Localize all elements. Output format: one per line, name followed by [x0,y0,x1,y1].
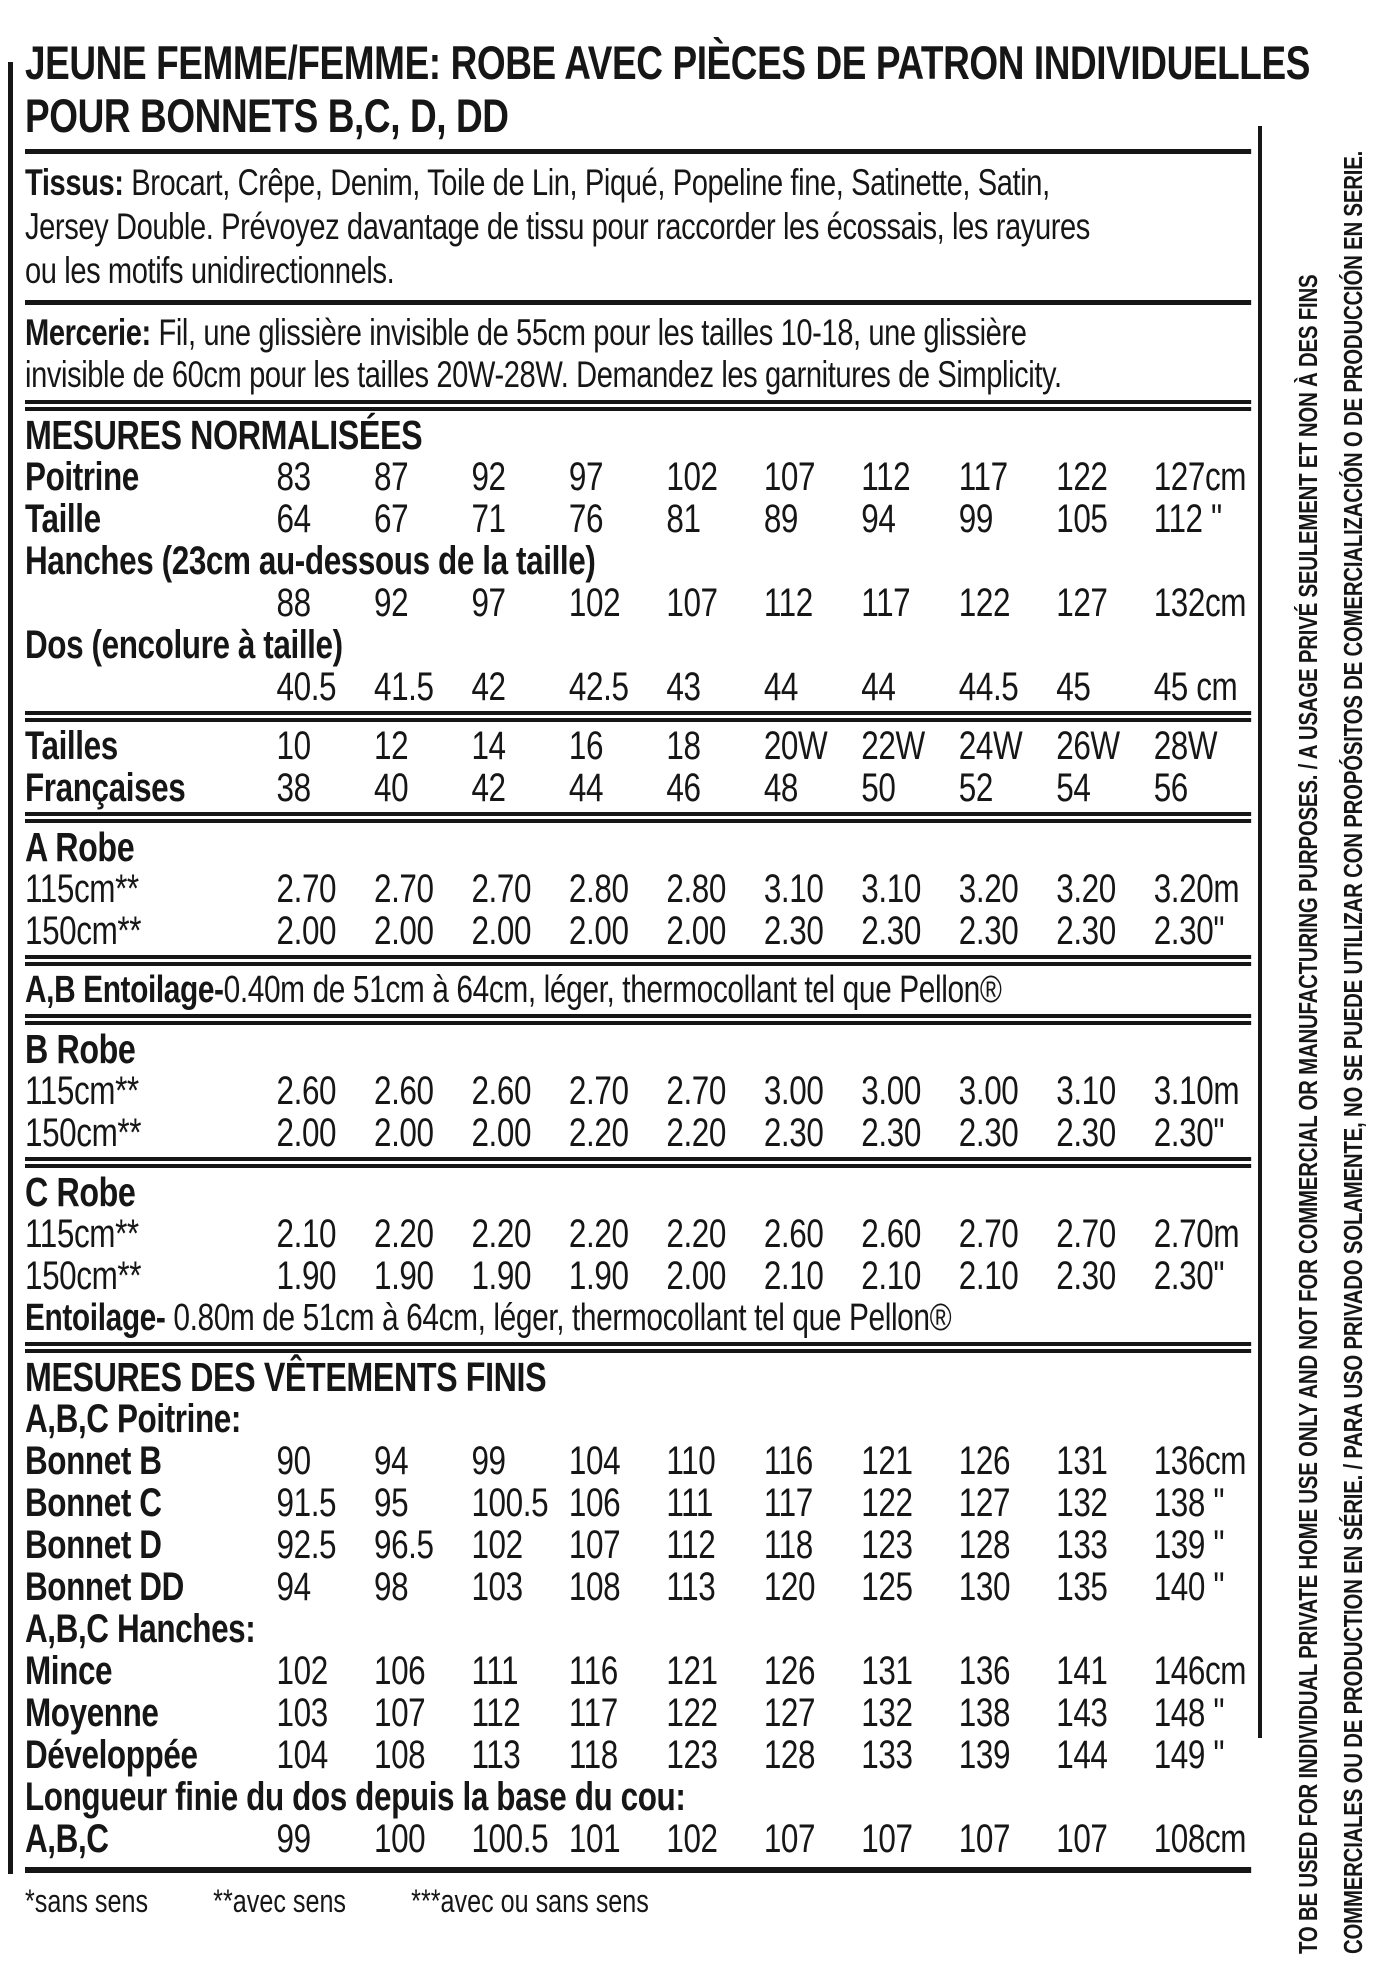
cell-value: 42 [471,665,506,709]
cell-value: 2.30" [1153,1254,1225,1298]
cell-value: 94 [276,1565,311,1609]
cell-value: 2.20 [568,1111,629,1155]
margin-legal-line-2: COMMERCIALES OU DE PRODUCTION EN SÉRIE. / PARA USO PRIVADO SOLAMENTE, NO SE PUEDE UTILIZAR CON PROPÓSITOS DE COMERCIALIZACIÓN O DE PRODUCCIÓN EN SERIE. [1338,150,1368,1954]
cell-value: 81 [666,497,701,541]
cell-value: 107 [763,455,816,499]
tables [25,414,1251,1860]
cell-value: 127cm [1153,455,1247,499]
cell-value: 2.10 [861,1254,921,1298]
cell-value: 2.20 [471,1212,532,1256]
cell-value: 135 [1056,1565,1108,1609]
cell-value: 123 [666,1733,718,1777]
cell-value: 2.00 [276,909,337,953]
cell-value: 67 [373,497,409,541]
section-rule [25,1342,1251,1353]
row-group-label: Hanches (23cm au-dessous de la taille) [25,539,596,583]
cell-value: 120 [763,1565,816,1609]
table-row [25,1818,1251,1860]
cell-value: 2.00 [276,1111,337,1155]
row-label: A,B,C [25,1817,109,1861]
cell-value: 2.30" [1153,909,1225,953]
cell-value: 3.10 [1056,1069,1116,1113]
table-row [25,582,1251,624]
cell-value: 131 [861,1649,913,1693]
section-rule [25,1157,1251,1168]
row-label [25,582,277,624]
cell-value: 104 [568,1439,621,1483]
cell-value: 2.30 [1056,1111,1116,1155]
row-label: Bonnet D [25,1523,162,1567]
cell-value: 2.80 [666,867,727,911]
cell-value: 2.20 [666,1111,727,1155]
cell-value: 40.5 [276,665,337,709]
cell-value: 3.00 [861,1069,921,1113]
cell-value: 2.20 [568,1212,629,1256]
row-label: 150cm** [25,909,142,953]
cell-value: 2.10 [276,1212,337,1256]
table-row [25,1566,1251,1608]
cell-value: 91.5 [276,1481,337,1525]
table-row [25,725,1251,767]
cell-value: 103 [471,1565,523,1609]
table-row [25,1255,1251,1297]
table-row [25,1692,1251,1734]
section-rule [25,711,1251,722]
cell-value: 14 [471,724,506,768]
cell-value: 2.60 [471,1069,532,1113]
note-line: A,B Entoilage-0.40m de 51cm à 64cm, léger, thermocollant tel que Pellon® [25,969,1002,1011]
section-rule [25,149,1251,154]
footnote [25,1881,1251,1921]
cell-value: 130 [958,1565,1011,1609]
cell-value: 2.60 [276,1069,337,1113]
cell-value: 2.00 [666,1254,727,1298]
notions-paragraph [25,312,1251,396]
row-label: Moyenne [25,1691,159,1735]
cell-value: 111 [471,1649,519,1693]
cell-value: 2.70 [276,867,337,911]
cell-value: 44.5 [958,665,1019,709]
cell-value: 144 [1056,1733,1108,1777]
page-title-line-1: JEUNE FEMME/FEMME: ROBE AVEC PIÈCES DE PATRON INDIVIDUELLES [25,36,1310,89]
fabrics-label: Tissus: [25,162,124,203]
cell-value: 2.10 [958,1254,1019,1298]
cell-value: 2.30" [1153,1111,1225,1155]
cell-value: 112 [666,1523,716,1567]
cell-value: 111 [666,1481,713,1525]
notions-text: Fil, une glissière invisible de 55cm pour les tailles 10-18, une glissière [158,312,1027,353]
cell-value: 3.20m [1153,867,1240,911]
cell-value: 100.5 [471,1817,549,1861]
fabrics-line: Jersey Double. Prévoyez davantage de tissu pour raccorder les écossais, les rayures [25,206,1090,247]
cell-value: 89 [763,497,799,541]
cell-value: 140 " [1153,1565,1225,1609]
note-label: Entoilage- [25,1297,166,1339]
row-group-label: A,B,C Hanches: [25,1607,256,1651]
cell-value: 3.20 [958,867,1019,911]
cell-value: 133 [861,1733,913,1777]
cell-value: 2.20 [666,1212,727,1256]
row-label: Bonnet C [25,1481,162,1525]
row-label [25,666,277,708]
cell-value: 121 [861,1439,913,1483]
cell-value: 22W [861,724,925,768]
cell-value: 139 " [1153,1523,1225,1567]
cell-value: 107 [958,1817,1011,1861]
cell-value: 118 [568,1733,618,1777]
cell-value: 102 [276,1649,328,1693]
cell-value: 128 [763,1733,816,1777]
row-label: Bonnet B [25,1439,162,1483]
cell-value: 107 [1056,1817,1108,1861]
cell-value: 108cm [1153,1817,1247,1861]
row-label: 115cm** [25,1069,139,1113]
cell-value: 99 [958,497,993,541]
cell-value: 131 [1056,1439,1108,1483]
cell-value: 127 [958,1481,1011,1525]
note-label: A,B Entoilage- [25,969,224,1011]
notions-label: Mercerie: [25,312,151,353]
cell-value: 2.30 [763,909,824,953]
row-group-label: Longueur finie du dos depuis la base du cou: [25,1775,686,1819]
cell-value: 2.30 [763,1111,824,1155]
cell-value: 46 [666,766,701,810]
row-group-label: Dos (encolure à taille) [25,623,343,667]
margin-divider-rule [1258,126,1262,1738]
cell-value: 2.00 [568,909,629,953]
cell-value: 2.70 [958,1212,1019,1256]
cell-value: 117 [568,1691,618,1735]
section-heading: A Robe [25,824,135,870]
cell-value: 2.70 [1056,1212,1116,1256]
cell-value: 107 [861,1817,913,1861]
cell-value: 117 [763,1481,813,1525]
fabrics-line: ou les motifs unidirectionnels. [25,250,395,291]
cell-value: 87 [373,455,409,499]
table-row [25,1213,1251,1255]
cell-value: 2.30 [861,909,921,953]
cell-value: 141 [1056,1649,1108,1693]
cell-value: 103 [276,1691,328,1735]
cell-value: 94 [861,497,896,541]
row-label: Françaises [25,766,186,810]
cell-value: 44 [568,766,604,810]
cell-value: 107 [373,1691,426,1735]
section-heading: C Robe [25,1169,136,1215]
cell-value: 45 [1056,665,1091,709]
cell-value: 12 [373,724,409,768]
section-rule [25,812,1251,823]
table-row [25,1482,1251,1524]
cell-value: 113 [666,1565,716,1609]
cell-value: 2.70 [373,867,434,911]
cell-value: 116 [763,1439,813,1483]
cell-value: 92.5 [276,1523,337,1567]
cell-value: 106 [373,1649,426,1693]
cell-value: 2.30 [1056,1254,1116,1298]
margin-legal-text [1286,20,1376,1954]
footnote-item: *sans sens [25,1883,149,1919]
table-row [25,910,1251,952]
row-group-label: A,B,C Poitrine: [25,1397,241,1441]
cell-value: 2.30 [958,909,1019,953]
cell-value: 107 [763,1817,816,1861]
cell-value: 96.5 [373,1523,434,1567]
cell-value: 88 [276,581,311,625]
row-label: Développée [25,1733,198,1777]
fabrics-text: Brocart, Crêpe, Denim, Toile de Lin, Piqué, Popeline fine, Satinette, Satin, [131,162,1050,203]
cell-value: 117 [958,455,1008,499]
margin-legal-line-1: TO BE USED FOR INDIVIDUAL PRIVATE HOME USE ONLY AND NOT FOR COMMERCIAL OR MANUFACTURING PURPOSES. / A USAGE PRIVÉ SEULEMENT ET NON À DES FINS [1293,274,1323,1954]
cell-value: 48 [763,766,799,810]
cell-value: 97 [471,581,506,625]
cell-value: 125 [861,1565,913,1609]
cell-value: 106 [568,1481,621,1525]
table-row [25,1112,1251,1154]
cell-value: 56 [1153,766,1188,810]
cell-value: 52 [958,766,993,810]
fabrics-paragraph [25,161,1251,293]
cell-value: 112 [763,581,813,625]
cell-value: 83 [276,455,311,499]
cell-value: 110 [666,1439,716,1483]
table-row [25,1070,1251,1112]
cell-value: 18 [666,724,701,768]
cell-value: 122 [861,1481,913,1525]
cell-value: 132 [861,1691,913,1735]
left-border-rule [8,62,13,1874]
cell-value: 3.10 [861,867,921,911]
cell-value: 118 [763,1523,813,1567]
cell-value: 112 [861,455,911,499]
cell-value: 98 [373,1565,409,1609]
cell-value: 3.00 [763,1069,824,1113]
cell-value: 138 [958,1691,1011,1735]
cell-value: 126 [958,1439,1011,1483]
section-heading: B Robe [25,1026,136,1072]
cell-value: 26W [1056,724,1120,768]
page-title [25,36,1310,142]
cell-value: 42 [471,766,506,810]
cell-value: 95 [373,1481,409,1525]
cell-value: 2.70m [1153,1212,1240,1256]
cell-value: 100.5 [471,1481,549,1525]
cell-value: 2.00 [373,909,434,953]
cell-value: 122 [958,581,1011,625]
cell-value: 104 [276,1733,328,1777]
cell-value: 38 [276,766,311,810]
cell-value: 2.60 [763,1212,824,1256]
cell-value: 54 [1056,766,1091,810]
cell-value: 112 [471,1691,521,1735]
cell-value: 16 [568,724,604,768]
cell-value: 1.90 [373,1254,434,1298]
table-row [25,456,1251,498]
cell-value: 2.10 [763,1254,824,1298]
cell-value: 24W [958,724,1023,768]
cell-value: 128 [958,1523,1011,1567]
cell-value: 41.5 [373,665,434,709]
cell-value: 99 [276,1817,311,1861]
cell-value: 76 [568,497,604,541]
row-label: 115cm** [25,1212,139,1256]
table-row [25,1440,1251,1482]
cell-value: 122 [1056,455,1108,499]
section-rule [25,1014,1251,1025]
cell-value: 2.60 [861,1212,921,1256]
cell-value: 133 [1056,1523,1108,1567]
cell-value: 102 [568,581,621,625]
note-line: Entoilage- 0.80m de 51cm à 64cm, léger, thermocollant tel que Pellon® [25,1297,952,1339]
table-row [25,767,1251,809]
fabrics-line [25,161,1251,205]
cell-value: 2.70 [568,1069,629,1113]
cell-value: 112 " [1153,497,1222,541]
cell-value: 136cm [1153,1439,1247,1483]
cell-value: 99 [471,1439,506,1483]
cell-value: 44 [763,665,799,709]
cell-value: 64 [276,497,311,541]
section-rule [25,300,1251,305]
footnote-item: **avec sens [213,1883,347,1919]
cell-value: 148 " [1153,1691,1225,1735]
cell-value: 3.20 [1056,867,1116,911]
cell-value: 102 [666,1817,718,1861]
section-rule [25,955,1251,966]
cell-value: 116 [568,1649,618,1693]
cell-value: 2.00 [373,1111,434,1155]
row-label: 150cm** [25,1111,142,1155]
row-label: Bonnet DD [25,1565,184,1609]
cell-value: 1.90 [568,1254,629,1298]
cell-value: 44 [861,665,896,709]
cell-value: 149 " [1153,1733,1225,1777]
table-row [25,666,1251,708]
cell-value: 123 [861,1523,913,1567]
page-title-line-2: POUR BONNETS B,C, D, DD [25,89,509,142]
cell-value: 2.00 [471,909,532,953]
cell-value: 94 [373,1439,409,1483]
cell-value: 102 [666,455,718,499]
cell-value: 107 [666,581,718,625]
cell-value: 2.30 [1056,909,1116,953]
section-heading: MESURES NORMALISÉES [25,412,423,458]
cell-value: 101 [568,1817,621,1861]
section-rule [25,400,1251,411]
cell-value: 20W [763,724,828,768]
cell-value: 108 [568,1565,621,1609]
cell-value: 2.00 [471,1111,532,1155]
table-row [25,1524,1251,1566]
cell-value: 92 [471,455,506,499]
cell-value: 122 [666,1691,718,1735]
cell-value: 2.80 [568,867,629,911]
footnote-item: ***avec ou sans sens [411,1883,649,1919]
cell-value: 139 [958,1733,1011,1777]
cell-value: 146cm [1153,1649,1247,1693]
table-row [25,1734,1251,1776]
notions-line [25,312,1251,354]
cell-value: 2.30 [861,1111,921,1155]
cell-value: 136 [958,1649,1011,1693]
cell-value: 2.70 [666,1069,727,1113]
footnote-rule [25,1867,1251,1873]
cell-value: 43 [666,665,701,709]
cell-value: 10 [276,724,311,768]
cell-value: 1.90 [471,1254,532,1298]
cell-value: 132 [1056,1481,1108,1525]
cell-value: 2.20 [373,1212,434,1256]
cell-value: 102 [471,1523,523,1567]
cell-value: 107 [568,1523,621,1567]
cell-value: 113 [471,1733,521,1777]
cell-value: 90 [276,1439,311,1483]
cell-value: 3.10m [1153,1069,1240,1113]
cell-value: 138 " [1153,1481,1225,1525]
cell-value: 2.60 [373,1069,434,1113]
cell-value: 2.70 [471,867,532,911]
cell-value: 92 [373,581,409,625]
table-row [25,868,1251,910]
cell-value: 42.5 [568,665,629,709]
cell-value: 121 [666,1649,718,1693]
cell-value: 126 [763,1649,816,1693]
cell-value: 117 [861,581,911,625]
notions-line: invisible de 60cm pour les tailles 20W-28W. Demandez les garnitures de Simplicity. [25,354,1062,395]
row-label: Poitrine [25,455,139,499]
cell-value: 28W [1153,724,1218,768]
cell-value: 1.90 [276,1254,337,1298]
cell-value: 45 cm [1153,665,1238,709]
cell-value: 3.10 [763,867,824,911]
cell-value: 143 [1056,1691,1108,1735]
cell-value: 132cm [1153,581,1247,625]
cell-value: 100 [373,1817,426,1861]
cell-value: 97 [568,455,604,499]
cell-value: 2.00 [666,909,727,953]
cell-value: 2.30 [958,1111,1019,1155]
table-row [25,498,1251,540]
cell-value: 40 [373,766,409,810]
cell-value: 71 [471,497,506,541]
row-label: 150cm** [25,1254,142,1298]
cell-value: 127 [763,1691,816,1735]
cell-value: 108 [373,1733,426,1777]
row-label: 115cm** [25,867,139,911]
table-row [25,1650,1251,1692]
cell-value: 3.00 [958,1069,1019,1113]
cell-value: 105 [1056,497,1108,541]
row-label: Mince [25,1649,113,1693]
cell-value: 50 [861,766,896,810]
row-label: Taille [25,497,101,541]
cell-value: 127 [1056,581,1108,625]
section-heading: MESURES DES VÊTEMENTS FINIS [25,1354,547,1400]
row-label: Tailles [25,724,118,768]
